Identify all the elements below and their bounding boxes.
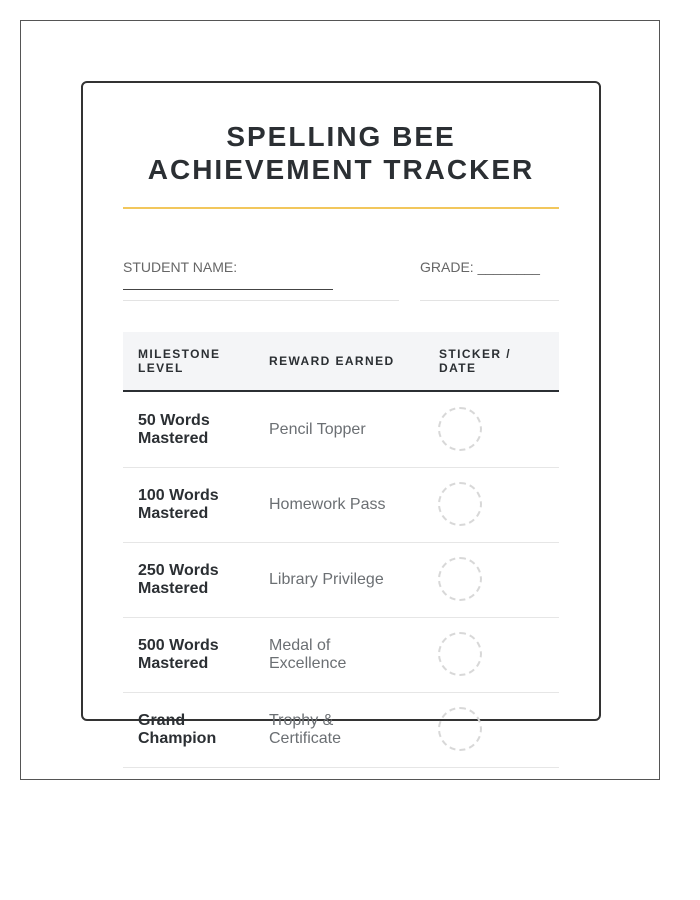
header-sticker-line-1: STICKER / (439, 347, 511, 361)
reward-cell (269, 542, 409, 617)
milestone-text: 50 Words (138, 411, 210, 429)
header-sticker-date (439, 332, 511, 390)
grade-label: GRADE: ________ (420, 259, 540, 275)
table-row (123, 617, 559, 693)
reward-text: Pencil Topper (269, 420, 366, 438)
sticker-placeholder[interactable] (438, 632, 482, 676)
sticker-placeholder[interactable] (438, 707, 482, 751)
header-sticker-line-2: DATE (439, 361, 477, 375)
reward-cell (269, 392, 409, 467)
reward-cell (269, 617, 409, 692)
sticker-placeholder[interactable] (438, 407, 482, 451)
sticker-placeholder[interactable] (438, 557, 482, 601)
header-reward-earned: REWARD EARNED (269, 354, 395, 368)
milestone-text: Mastered (138, 579, 209, 597)
title-divider (123, 207, 559, 209)
table-row (123, 392, 559, 468)
reward-cell (269, 467, 409, 542)
table-row (123, 542, 559, 618)
header-milestone-line-1: MILESTONE (138, 347, 221, 361)
student-name-rule (123, 300, 399, 301)
milestone-cell (138, 542, 248, 617)
header-milestone-line-2: LEVEL (138, 361, 184, 375)
reward-text: Trophy & (269, 711, 334, 729)
header-milestone-level (138, 332, 220, 390)
table-row (123, 692, 559, 768)
milestone-text: Mastered (138, 654, 209, 672)
grade-rule (420, 300, 559, 301)
page-title (123, 120, 559, 186)
reward-text: Homework Pass (269, 495, 386, 513)
title-line-2: ACHIEVEMENT TRACKER (147, 154, 535, 185)
title-line-1: SPELLING BEE (226, 121, 456, 152)
milestone-text: 250 Words (138, 561, 219, 579)
reward-cell (269, 692, 409, 767)
milestone-cell (138, 692, 248, 767)
reward-text: Excellence (269, 654, 347, 672)
table-header (123, 332, 559, 392)
milestone-text: Grand (138, 711, 186, 729)
milestone-cell (138, 392, 248, 467)
reward-text: Medal of (269, 636, 331, 654)
table-row (123, 467, 559, 543)
sticker-placeholder[interactable] (438, 482, 482, 526)
milestone-cell (138, 617, 248, 692)
milestone-cell (138, 467, 248, 542)
milestone-text: 100 Words (138, 486, 219, 504)
milestone-text: Mastered (138, 504, 209, 522)
student-name-label: STUDENT NAME: (123, 259, 238, 275)
reward-text: Library Privilege (269, 570, 384, 588)
milestone-text: Mastered (138, 429, 209, 447)
milestone-text: 500 Words (138, 636, 219, 654)
reward-text: Certificate (269, 729, 342, 747)
student-name-blank[interactable] (123, 289, 333, 290)
milestone-text: Champion (138, 729, 217, 747)
